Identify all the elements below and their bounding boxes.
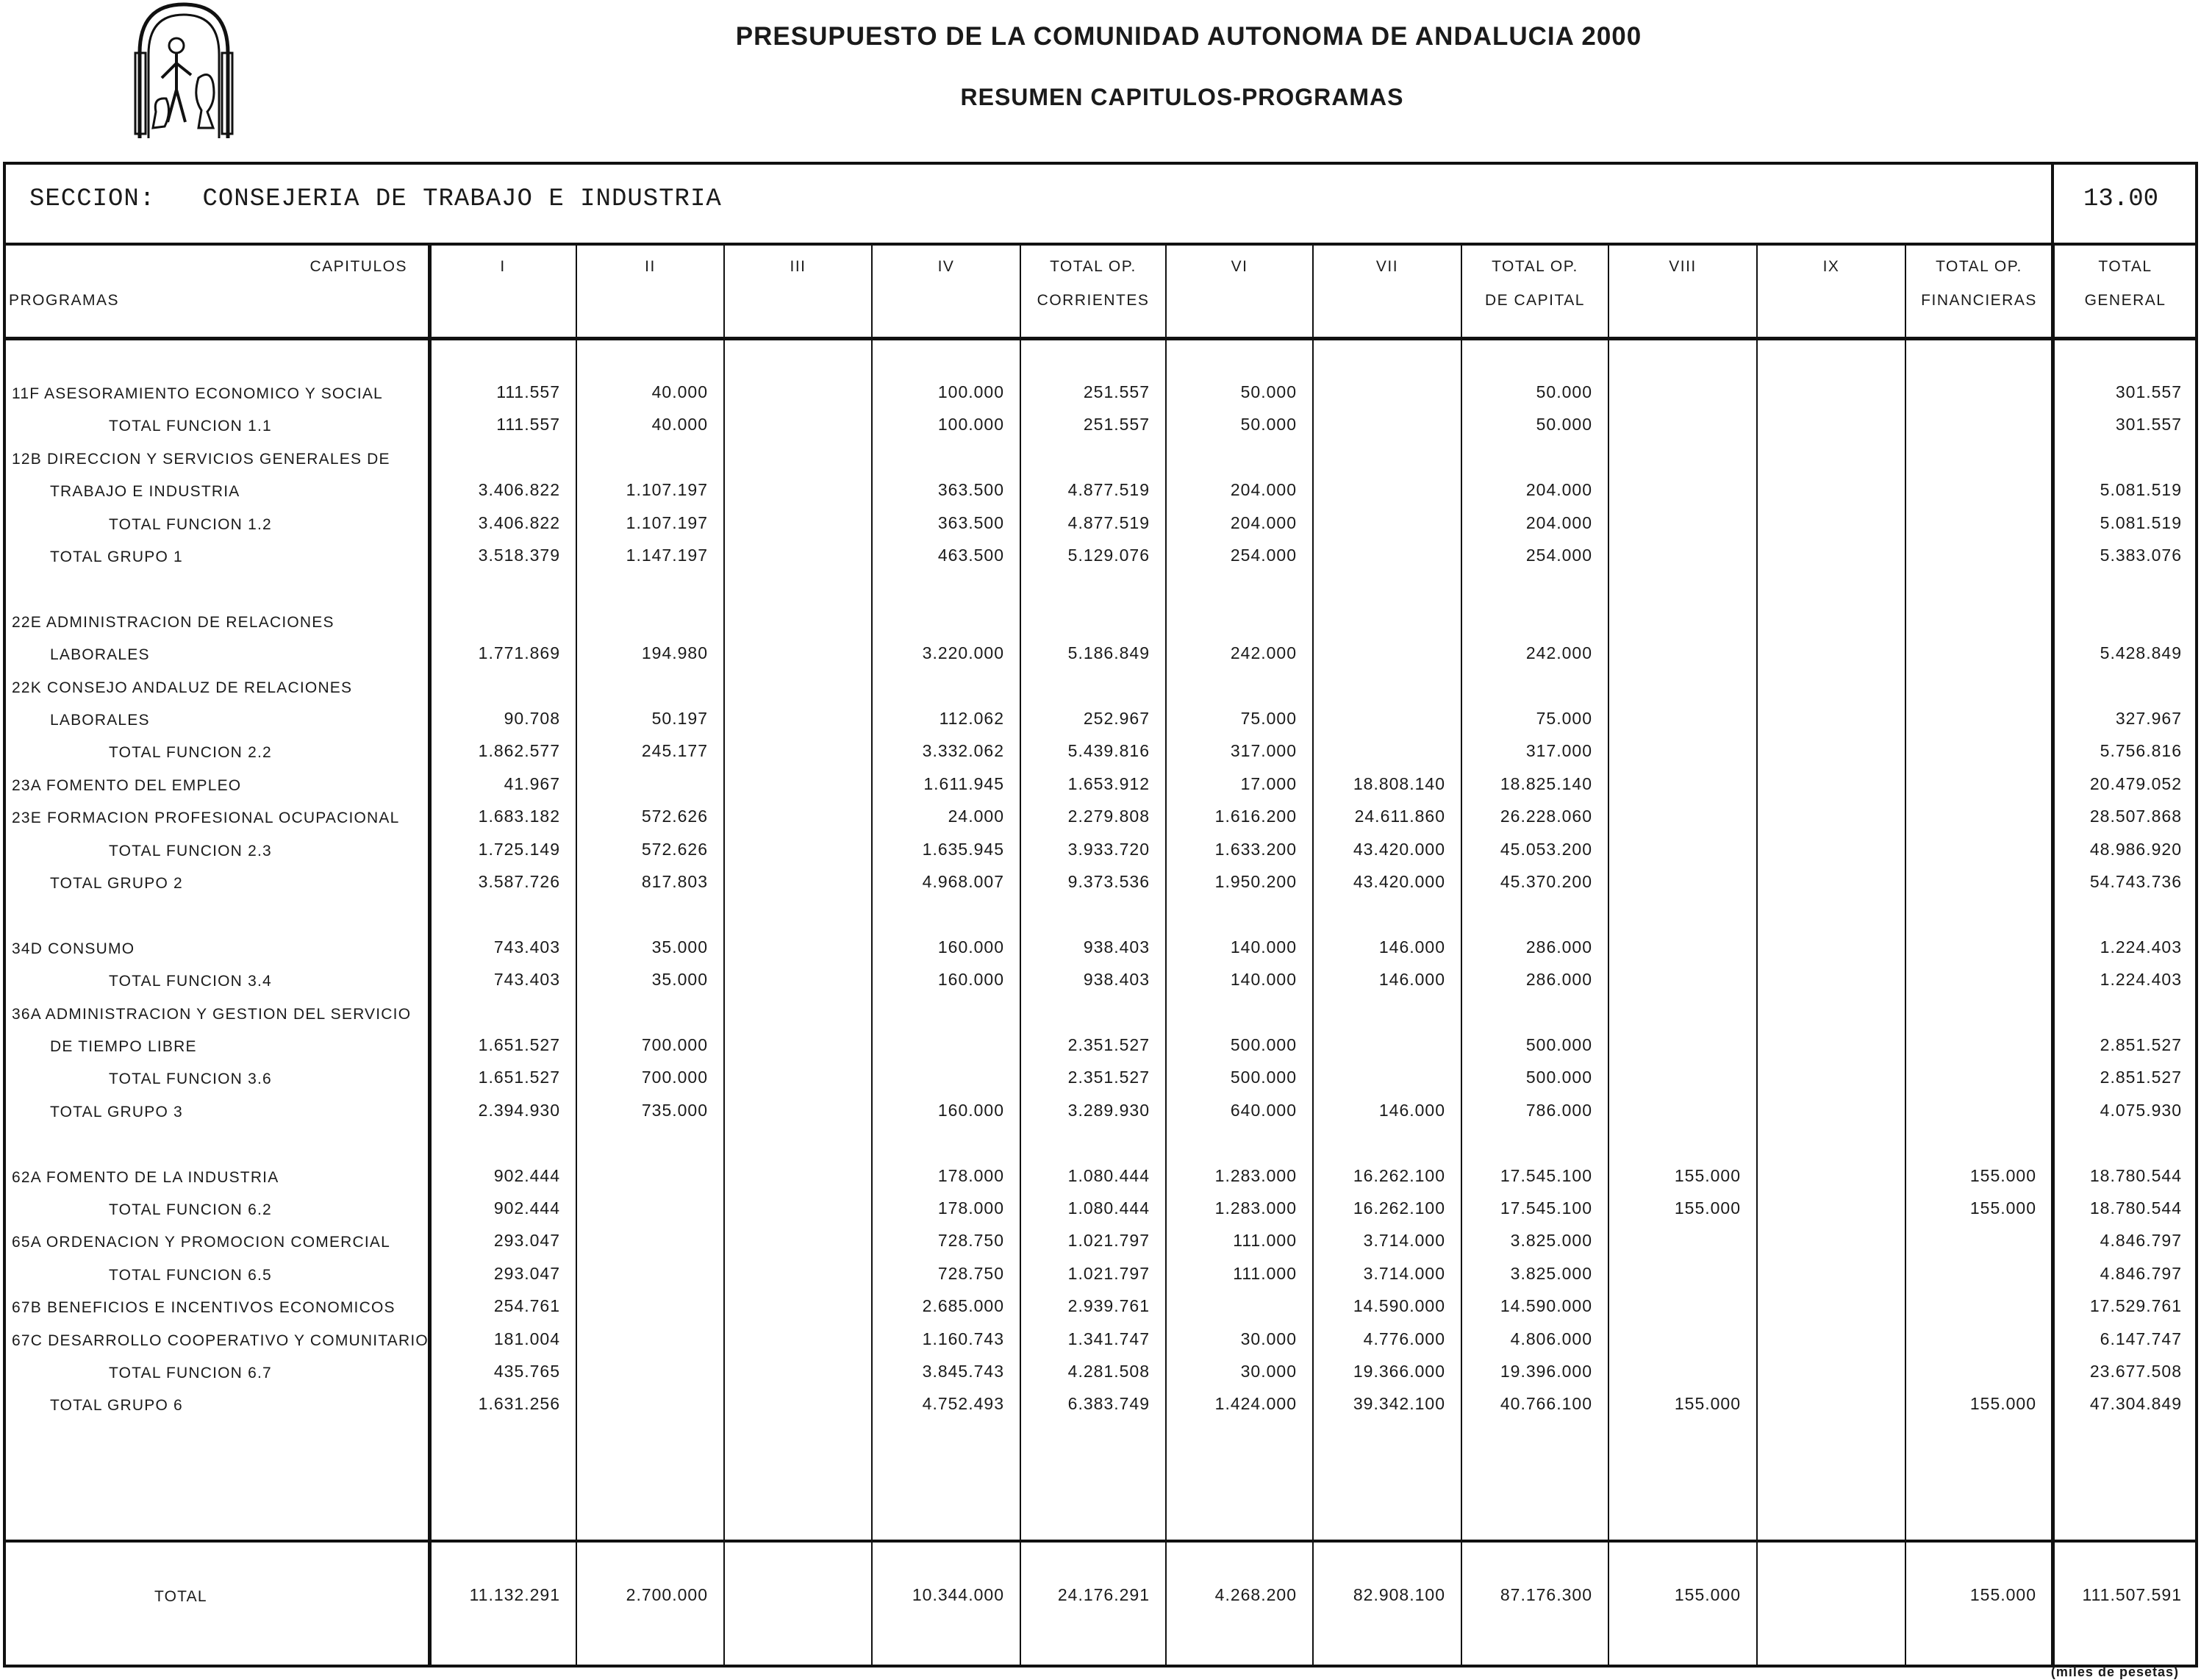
- table-cell-value: 35.000: [651, 970, 708, 990]
- table-cell-value: 5.439.816: [1067, 741, 1150, 761]
- units-note: (miles de pesetas): [2050, 1665, 2179, 1679]
- column-header: TOTAL OP.: [1936, 258, 2022, 275]
- total-cell-value: 10.344.000: [912, 1585, 1004, 1604]
- table-cell-value: 14.590.000: [1500, 1296, 1592, 1316]
- table-cell-value: 155.000: [1969, 1198, 2036, 1218]
- table-cell-value: 24.000: [948, 807, 1004, 826]
- row-label: TOTAL FUNCION 1.1: [109, 418, 272, 435]
- table-cell-value: 1.283.000: [1214, 1198, 1297, 1218]
- table-cell-value: 4.281.508: [1067, 1362, 1150, 1381]
- table-cell-value: 146.000: [1378, 1100, 1445, 1120]
- table-cell-value: 17.545.100: [1500, 1165, 1592, 1185]
- total-cell-value: 155.000: [1674, 1585, 1741, 1604]
- table-cell-value: 112.062: [939, 709, 1004, 728]
- table-cell-value: 254.000: [1230, 546, 1297, 565]
- column-header: TOTAL OP.: [1050, 258, 1137, 275]
- table-cell-value: 4.877.519: [1067, 480, 1150, 500]
- table-cell-value: 23.677.508: [2089, 1362, 2182, 1381]
- table-cell-value: 4.752.493: [922, 1394, 1004, 1414]
- table-cell-value: 155.000: [1969, 1394, 2036, 1414]
- document-title: PRESUPUESTO DE LA COMUNIDAD AUTONOMA DE ANDALUCIA 2000: [735, 22, 1642, 51]
- table-cell-value: 90.708: [504, 709, 560, 728]
- table-cell-value: 2.851.527: [2100, 1035, 2182, 1054]
- table-cell-value: 47.304.849: [2089, 1394, 2182, 1414]
- table-cell-value: 1.080.444: [1067, 1198, 1150, 1218]
- table-cell-value: 251.557: [1083, 415, 1150, 435]
- table-cell-value: 938.403: [1083, 937, 1150, 957]
- section-divider-line: [3, 243, 2198, 246]
- table-cell-value: 3.406.822: [478, 480, 560, 500]
- table-cell-value: 5.081.519: [2100, 480, 2182, 500]
- table-cell-value: 3.518.379: [478, 546, 560, 565]
- row-label: TOTAL FUNCION 6.7: [109, 1365, 272, 1381]
- column-divider-line: [1905, 244, 1906, 1668]
- header-divider-line: [3, 337, 2198, 340]
- row-label: 34D CONSUMO: [12, 940, 135, 957]
- row-label: 22E ADMINISTRACION DE RELACIONES: [12, 613, 334, 631]
- table-cell-value: 1.021.797: [1067, 1231, 1150, 1251]
- table-cell-value: 28.507.868: [2089, 807, 2182, 826]
- row-label: TOTAL FUNCION 1.2: [109, 515, 272, 533]
- column-divider-line: [1608, 244, 1609, 1668]
- table-cell-value: 17.545.100: [1500, 1198, 1592, 1218]
- column-divider-line: [723, 244, 725, 1668]
- table-cell-value: 463.500: [937, 546, 1004, 565]
- table-cell-value: 45.370.200: [1500, 872, 1592, 891]
- table-cell-value: 30.000: [1240, 1362, 1297, 1381]
- total-cell-value: 24.176.291: [1057, 1585, 1150, 1604]
- table-cell-value: 317.000: [1525, 741, 1592, 761]
- column-header: III: [790, 258, 806, 275]
- table-cell-value: 160.000: [937, 1100, 1004, 1120]
- table-cell-value: 146.000: [1378, 937, 1445, 957]
- table-cell-value: 1.160.743: [922, 1329, 1004, 1348]
- table-cell-value: 640.000: [1230, 1100, 1297, 1120]
- table-cell-value: 254.761: [493, 1296, 560, 1316]
- table-cell-value: 254.000: [1525, 546, 1592, 565]
- row-label: TOTAL GRUPO 1: [50, 548, 183, 565]
- table-cell-value: 17.000: [1240, 773, 1297, 793]
- table-cell-value: 5.129.076: [1067, 546, 1150, 565]
- column-header: TOTAL OP.: [1492, 258, 1578, 275]
- total-cell-value: 82.908.100: [1353, 1585, 1445, 1604]
- table-cell-value: 5.186.849: [1067, 643, 1150, 663]
- table-cell-value: 5.081.519: [2100, 512, 2182, 532]
- table-cell-value: 327.967: [2115, 709, 2182, 728]
- table-cell-value: 50.000: [1240, 415, 1297, 435]
- row-label: DE TIEMPO LIBRE: [50, 1038, 197, 1055]
- column-header: I: [500, 258, 506, 275]
- table-cell-value: 9.373.536: [1067, 872, 1150, 891]
- column-header: IX: [1822, 258, 1840, 275]
- table-cell-value: 18.780.544: [2089, 1165, 2182, 1185]
- table-cell-value: 160.000: [937, 970, 1004, 990]
- table-cell-value: 6.147.747: [2100, 1329, 2182, 1348]
- table-cell-value: 3.933.720: [1067, 839, 1150, 859]
- row-label: 67B BENEFICIOS E INCENTIVOS ECONOMICOS: [12, 1299, 396, 1317]
- row-label: TOTAL FUNCION 3.4: [109, 973, 272, 990]
- table-cell-value: 43.420.000: [1353, 839, 1445, 859]
- table-cell-value: 111.000: [1233, 1231, 1297, 1251]
- table-cell-value: 100.000: [937, 415, 1004, 435]
- table-cell-value: 4.846.797: [2100, 1263, 2182, 1283]
- table-cell-value: 48.986.920: [2089, 839, 2182, 859]
- table-cell-value: 24.611.860: [1354, 807, 1445, 826]
- row-label: TOTAL FUNCION 6.5: [109, 1266, 272, 1284]
- table-cell-value: 902.444: [493, 1198, 560, 1218]
- row-label: 12B DIRECCION Y SERVICIOS GENERALES DE: [12, 450, 390, 468]
- table-cell-value: 40.766.100: [1500, 1394, 1592, 1414]
- table-cell-value: 204.000: [1230, 480, 1297, 500]
- column-header: VIII: [1669, 258, 1697, 275]
- table-cell-value: 111.557: [496, 415, 560, 435]
- table-cell-value: 363.500: [937, 512, 1004, 532]
- row-label: 62A FOMENTO DE LA INDUSTRIA: [12, 1168, 279, 1186]
- total-cell-value: 155.000: [1969, 1585, 2036, 1604]
- table-cell-value: 500.000: [1230, 1068, 1297, 1087]
- table-cell-value: 242.000: [1230, 643, 1297, 663]
- table-cell-value: 500.000: [1525, 1068, 1592, 1087]
- table-cell-value: 1.107.197: [626, 480, 708, 500]
- table-cell-value: 4.877.519: [1067, 512, 1150, 532]
- total-divider-line: [3, 1540, 2198, 1543]
- table-cell-value: 4.968.007: [922, 872, 1004, 891]
- table-cell-value: 30.000: [1240, 1329, 1297, 1348]
- table-cell-value: 286.000: [1525, 937, 1592, 957]
- table-cell-value: 75.000: [1536, 709, 1592, 728]
- table-cell-value: 100.000: [937, 382, 1004, 401]
- row-label: TOTAL GRUPO 3: [50, 1103, 183, 1120]
- table-cell-value: 204.000: [1525, 480, 1592, 500]
- table-cell-value: 1.635.945: [922, 839, 1004, 859]
- table-cell-value: 786.000: [1525, 1100, 1592, 1120]
- table-cell-value: 1.224.403: [2100, 970, 2182, 990]
- column-header-programas: PROGRAMAS: [9, 292, 120, 309]
- table-cell-value: 111.557: [496, 382, 560, 401]
- table-cell-value: 1.224.403: [2100, 937, 2182, 957]
- table-cell-value: 155.000: [1674, 1394, 1741, 1414]
- table-cell-value: 2.685.000: [922, 1296, 1004, 1316]
- table-cell-value: 2.851.527: [2100, 1068, 2182, 1087]
- table-cell-value: 2.351.527: [1067, 1035, 1150, 1054]
- table-cell-value: 146.000: [1378, 970, 1445, 990]
- table-cell-value: 40.000: [651, 415, 708, 435]
- table-cell-value: 18.780.544: [2089, 1198, 2182, 1218]
- table-cell-value: 50.000: [1536, 415, 1592, 435]
- table-cell-value: 3.220.000: [922, 643, 1004, 663]
- table-cell-value: 1.631.256: [478, 1394, 560, 1414]
- table-cell-value: 1.651.527: [478, 1035, 560, 1054]
- table-cell-value: 50.000: [1240, 382, 1297, 401]
- table-cell-value: 5.428.849: [2100, 643, 2182, 663]
- table-cell-value: 3.825.000: [1510, 1263, 1592, 1283]
- table-cell-value: 140.000: [1230, 937, 1297, 957]
- row-label: 11F ASESORAMIENTO ECONOMICO Y SOCIAL: [12, 385, 383, 402]
- row-label: TOTAL FUNCION 6.2: [109, 1201, 272, 1218]
- column-header: GENERAL: [2084, 292, 2166, 309]
- row-label: 67C DESARROLLO COOPERATIVO Y COMUNITARIO: [12, 1332, 429, 1349]
- table-cell-value: 1.341.747: [1067, 1329, 1150, 1348]
- table-cell-value: 2.279.808: [1067, 807, 1150, 826]
- table-cell-value: 17.529.761: [2089, 1296, 2182, 1316]
- table-cell-value: 111.000: [1233, 1263, 1297, 1283]
- table-cell-value: 155.000: [1674, 1198, 1741, 1218]
- row-label: TOTAL FUNCION 2.3: [109, 842, 272, 859]
- table-cell-value: 50.197: [651, 709, 708, 728]
- table-cell-value: 1.611.945: [923, 773, 1004, 793]
- section-label: SECCION:: [29, 185, 156, 213]
- column-header: DE CAPITAL: [1485, 292, 1585, 309]
- table-cell-value: 3.332.062: [922, 741, 1004, 761]
- column-header: VII: [1375, 258, 1399, 275]
- table-cell-value: 3.587.726: [478, 872, 560, 891]
- table-cell-value: 1.283.000: [1214, 1165, 1297, 1185]
- table-cell-value: 252.967: [1083, 709, 1150, 728]
- row-label: 23A FOMENTO DEL EMPLEO: [12, 776, 242, 794]
- table-cell-value: 1.633.200: [1214, 839, 1297, 859]
- table-cell-value: 1.725.149: [478, 839, 560, 859]
- table-cell-value: 728.750: [937, 1231, 1004, 1251]
- table-cell-value: 20.479.052: [2089, 773, 2182, 793]
- table-cell-value: 40.000: [651, 382, 708, 401]
- table-cell-value: 1.616.200: [1214, 807, 1297, 826]
- table-cell-value: 2.939.761: [1067, 1296, 1150, 1316]
- table-cell-value: 45.053.200: [1500, 839, 1592, 859]
- table-cell-value: 155.000: [1969, 1165, 2036, 1185]
- table-cell-value: 4.806.000: [1510, 1329, 1592, 1348]
- table-cell-value: 1.683.182: [478, 807, 560, 826]
- table-cell-value: 1.950.200: [1214, 872, 1297, 891]
- document-subtitle: RESUMEN CAPITULOS-PROGRAMAS: [960, 84, 1404, 110]
- table-cell-value: 1.651.527: [478, 1068, 560, 1087]
- table-cell-value: 5.756.816: [2100, 741, 2182, 761]
- table-cell-value: 178.000: [937, 1165, 1004, 1185]
- table-cell-value: 181.004: [493, 1329, 560, 1348]
- table-cell-value: 363.500: [937, 480, 1004, 500]
- table-cell-value: 435.765: [493, 1362, 560, 1381]
- table-cell-value: 35.000: [651, 937, 708, 957]
- table-cell-value: 39.342.100: [1353, 1394, 1445, 1414]
- table-cell-value: 155.000: [1674, 1165, 1741, 1185]
- section-code: 13.00: [2083, 185, 2159, 213]
- table-cell-value: 2.351.527: [1067, 1068, 1150, 1087]
- table-cell-value: 3.406.822: [478, 512, 560, 532]
- row-label: TOTAL GRUPO 2: [50, 875, 183, 892]
- column-divider-line: [1756, 244, 1758, 1668]
- table-cell-value: 140.000: [1230, 970, 1297, 990]
- total-cell-value: 87.176.300: [1500, 1585, 1592, 1604]
- table-cell-value: 3.825.000: [1510, 1231, 1592, 1251]
- table-cell-value: 18.825.140: [1500, 773, 1592, 793]
- table-cell-value: 2.394.930: [478, 1100, 560, 1120]
- table-cell-value: 500.000: [1525, 1035, 1592, 1054]
- table-cell-value: 743.403: [493, 970, 560, 990]
- column-header: II: [645, 258, 656, 275]
- table-cell-value: 301.557: [2115, 415, 2182, 435]
- table-cell-value: 735.000: [641, 1100, 708, 1120]
- total-cell-value: 111.507.591: [2082, 1585, 2182, 1604]
- row-label: TOTAL FUNCION 3.6: [109, 1070, 272, 1088]
- row-label: LABORALES: [50, 646, 150, 664]
- table-cell-value: 817.803: [641, 872, 708, 891]
- table-cell-value: 1.080.444: [1067, 1165, 1150, 1185]
- table-cell-value: 1.862.577: [478, 741, 560, 761]
- table-cell-value: 301.557: [2115, 382, 2182, 401]
- table-cell-value: 160.000: [937, 937, 1004, 957]
- table-cell-value: 50.000: [1536, 382, 1592, 401]
- table-cell-value: 194.980: [641, 643, 708, 663]
- table-cell-value: 572.626: [641, 839, 708, 859]
- table-cell-value: 1.771.869: [478, 643, 560, 663]
- table-cell-value: 3.289.930: [1067, 1100, 1150, 1120]
- table-cell-value: 75.000: [1240, 709, 1297, 728]
- table-cell-value: 4.075.930: [2100, 1100, 2182, 1120]
- table-cell-value: 700.000: [641, 1035, 708, 1054]
- section-heading: [29, 185, 722, 213]
- table-cell-value: 3.845.743: [922, 1362, 1004, 1381]
- table-cell-value: 178.000: [937, 1198, 1004, 1218]
- table-cell-value: 16.262.100: [1353, 1165, 1445, 1185]
- table-cell-value: 14.590.000: [1353, 1296, 1445, 1316]
- table-cell-value: 3.714.000: [1363, 1263, 1445, 1283]
- table-cell-value: 902.444: [493, 1165, 560, 1185]
- total-cell-value: 11.132.291: [469, 1585, 560, 1604]
- row-label: 23E FORMACION PROFESIONAL OCUPACIONAL: [12, 809, 400, 827]
- table-cell-value: 1.147.197: [626, 546, 708, 565]
- table-cell-value: 19.366.000: [1353, 1362, 1445, 1381]
- table-cell-value: 26.228.060: [1500, 807, 1592, 826]
- column-header: IV: [937, 258, 955, 275]
- row-label: TOTAL GRUPO 6: [50, 1397, 183, 1415]
- column-header: CORRIENTES: [1037, 292, 1150, 309]
- table-cell-value: 293.047: [493, 1231, 560, 1251]
- table-cell-value: 500.000: [1230, 1035, 1297, 1054]
- column-header: FINANCIERAS: [1921, 292, 2037, 309]
- table-cell-value: 938.403: [1083, 970, 1150, 990]
- table-cell-value: 700.000: [641, 1068, 708, 1087]
- table-cell-value: 18.808.140: [1353, 773, 1445, 793]
- row-label: 22K CONSEJO ANDALUZ DE RELACIONES: [12, 679, 353, 696]
- table-cell-value: 245.177: [641, 741, 708, 761]
- table-cell-value: 43.420.000: [1353, 872, 1445, 891]
- table-cell-value: 1.653.912: [1067, 773, 1150, 793]
- table-cell-value: 41.967: [504, 773, 560, 793]
- table-cell-value: 54.743.736: [2089, 872, 2182, 891]
- table-cell-value: 19.396.000: [1500, 1362, 1592, 1381]
- table-cell-value: 3.714.000: [1363, 1231, 1445, 1251]
- table-cell-value: 242.000: [1525, 643, 1592, 663]
- row-label: 36A ADMINISTRACION Y GESTION DEL SERVICIO: [12, 1005, 412, 1023]
- row-label: TOTAL FUNCION 2.2: [109, 744, 272, 762]
- total-cell-value: 4.268.200: [1214, 1585, 1297, 1604]
- table-cell-value: 728.750: [937, 1263, 1004, 1283]
- table-cell-value: 572.626: [641, 807, 708, 826]
- table-cell-value: 286.000: [1525, 970, 1592, 990]
- table-cell-value: 4.846.797: [2100, 1231, 2182, 1251]
- table-cell-value: 1.021.797: [1067, 1263, 1150, 1283]
- table-cell-value: 1.107.197: [626, 512, 708, 532]
- section-name: CONSEJERIA DE TRABAJO E INDUSTRIA: [202, 185, 722, 213]
- total-row-label: TOTAL: [154, 1588, 207, 1605]
- column-header: TOTAL: [2098, 258, 2152, 275]
- row-label: LABORALES: [50, 712, 150, 729]
- table-cell-value: 16.262.100: [1353, 1198, 1445, 1218]
- column-header: VI: [1231, 258, 1248, 275]
- total-cell-value: 2.700.000: [626, 1585, 708, 1604]
- table-cell-value: 204.000: [1230, 512, 1297, 532]
- column-header-capitulos: CAPITULOS: [309, 258, 407, 275]
- table-cell-value: 6.383.749: [1067, 1394, 1150, 1414]
- table-cell-value: 251.557: [1083, 382, 1150, 401]
- row-label: TRABAJO E INDUSTRIA: [50, 483, 240, 501]
- table-cell-value: 743.403: [493, 937, 560, 957]
- table-cell-value: 293.047: [493, 1263, 560, 1283]
- table-cell-value: 317.000: [1230, 741, 1297, 761]
- table-cell-value: 1.424.000: [1214, 1394, 1297, 1414]
- table-cell-value: 4.776.000: [1363, 1329, 1445, 1348]
- table-cell-value: 5.383.076: [2100, 546, 2182, 565]
- table-cell-value: 204.000: [1525, 512, 1592, 532]
- row-label: 65A ORDENACION Y PROMOCION COMERCIAL: [12, 1234, 391, 1251]
